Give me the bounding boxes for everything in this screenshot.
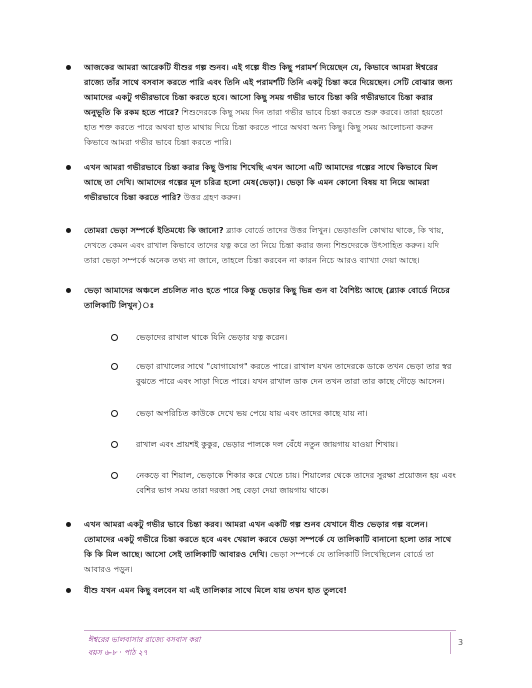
list-item: [136, 468, 458, 498]
footer-age-lesson: বয়স ৬-৮ · পাঠ ২৭: [88, 648, 148, 657]
bullet-marker: [66, 228, 71, 233]
footer-divider: [84, 630, 456, 631]
bullet-3-instruction: ব্ল্যাক বোর্ডে তাদের উত্তর লিখুন। ভেড়াগুলি কোথায় থাকে, কি খায়, দেখতে কেমন এবং রাখাল কিভাবে তাদের যত্ন করে তা নিয়ে চিন্তা করার জন্য শিশুদেরকে উৎসাহিত করুন। যদি তারা ভেড়া সম্পর্কে অনেক তথ্য না জানে, তাহলে চিন্তা করবেন না কারন নিচে আরও ব্যাখ্যা দেয়া আছে।: [84, 225, 444, 265]
bullet-3-bold: তোমরা ভেড়া সম্পর্কে ইতিমধ্যে কি জানো?: [84, 225, 224, 235]
bullet-marker: [66, 588, 71, 593]
bullet-marker: [66, 65, 71, 70]
bullet-marker: [66, 522, 71, 527]
bullet-paragraph-6: [84, 583, 456, 598]
bullet-2-instruction: উত্তর গ্রহণ করুন।: [183, 192, 241, 202]
bullet-paragraph-3: [84, 223, 456, 268]
bullet-6-bold: যীশু যখন এমন কিছু বলবেন যা এই তালিকার সাথে মিলে যায় তখন হাত তুলবে!: [84, 585, 347, 595]
page-number: 3: [458, 638, 464, 647]
bullet-5-instruction: ভেড়া সম্পর্কে যে তালিকাটি লিখেছিলেন বোর্ডে তা আবারও পড়ুন।: [84, 549, 434, 574]
list-item-text: ভেড়া অপরিচিত কাউকে দেখে ভয় পেয়ে যায় এবং তাদের কাছে যায় না।: [136, 408, 368, 418]
bullet-1-bold: আজকের আমরা আরেকটি যীশুর গল্প শুনব। এই গল্পে যীশু কিছু পরামর্শ দিয়েছেন যে, কিভাবে আমরা ঈশ্বরের রাজ্যে তাঁর সাথে বসবাস করতে পারি এবং তিনি এই পরামর্শটি তিনি একটু চিন্তা করে দিয়েছেন। সেটি বোঝার জন্য আমাদের একটু গভীরভাবে চিন্তা করতে হবে। আসো কিছু সময় গভীর ভাবে চিন্তা করি গভীরভাবে চিন্তা করার অনুভূতি কি রকম হতে পারে?: [84, 62, 453, 117]
circle-bullet-icon: [111, 334, 118, 341]
circle-bullet-icon: [111, 363, 118, 370]
circle-bullet-icon: [111, 472, 118, 479]
circle-bullet-icon: [111, 441, 118, 448]
list-item-text: নেকড়ে বা শিয়াল, ভেড়াকে শিকার করে খেতে চায়। শিয়ালের থেকে তাদের সুরক্ষা প্রয়োজন হয় এবং বেশির ভাগ সময় তারা দরজা সহ বেড়া দেয়া জায়গায় থাকে।: [136, 470, 456, 495]
bullet-paragraph-5: [84, 517, 456, 577]
circle-bullet-icon: [111, 410, 118, 417]
list-item-text: রাখাল এবং প্রায়শই কুকুর, ভেড়ার পালকে দল বেঁধে নতুন জায়গায় যাওয়া শিখায়।: [136, 439, 399, 449]
bullet-marker: [66, 288, 71, 293]
bullet-paragraph-1: [84, 60, 456, 150]
bullet-paragraph-2: [84, 160, 456, 205]
footer-lesson-title: ঈশ্বরের ভালবাসার রাজ্যে বসবাস করা: [88, 635, 201, 644]
bullet-5-bold: এখন আমরা একটু গভীর ভাবে চিন্তা করব। আমরা এখন একটি গল্প শুনব যেখানে যীশু ভেড়ার গল্প বলেন। তোমাদের একটু গভীরে চিন্তা করতে হবে এবং খেয়াল করবে ভেড়া সম্পর্কে যে তালিকাটি বানানো হলো তার সাথে কি কি মিল আছে। আসো সেই তালিকাটি আবারও দেখি।: [84, 519, 452, 559]
bullet-1-instruction: শিশুদেরকে কিছু সময় দিন তারা গভীর ভাবে চিন্তা করতে শুরু করবে। তারা হয়তো হাত শক্ত করতে পারে অথবা হাত মাথায় দিয়ে চিন্তা করতে পারে অথবা অন্য কিছু। কিছু সময় আলোচনা করুন কিভাবে আমরা গভীর ভাবে চিন্তা করতে পারি।: [84, 107, 443, 147]
list-item: [136, 406, 458, 421]
list-item-text: ভেড়া রাখালের সাথে "যোগাযোগ" করতে পারে। রাখাল যখন তাদেরকে ডাকে তখন ভেড়া তার স্বর বুঝতে পারে এবং সাড়া দিতে পারে। যখন রাখাল ডাক দেন তখন তারা তার কাছে দৌড়ে আসেন।: [136, 361, 452, 386]
bullet-2-bold: এখন আমরা গভীরভাবে চিন্তা করার কিছু উপায় শিখেছি এখন আসো এটি আমাদের গল্পের সাথে কিভাবে মিল আছে তা দেখি। আমাদের গল্পের মূল চরিত্র হলো মেষ(ভেড়া)। ভেড়া কি এমন কোনো বিষয় যা নিয়ে আমরা গভীরভাবে চিন্তা করতে পারি?: [84, 162, 438, 202]
list-item: [136, 437, 458, 452]
bullet-4-bold: ভেড়া আমাদের অঞ্চলে প্রচলিত নাও হতে পারে কিন্তু ভেড়ার কিছু ভিন্ন গুন বা বৈশিষ্ট্য আছে (ব্ল্যাক বোর্ডে নিচের তালিকাটি লিখুন)ঃ: [84, 285, 450, 310]
list-item-text: ভেড়াদের রাখাল থাকে যিনি ভেড়ার যত্ন করেন।: [136, 332, 288, 342]
list-item: [136, 359, 458, 389]
bullet-marker: [66, 165, 71, 170]
list-item: [136, 330, 458, 345]
bullet-paragraph-4: [84, 283, 456, 313]
footer-page-divider: [450, 632, 451, 654]
